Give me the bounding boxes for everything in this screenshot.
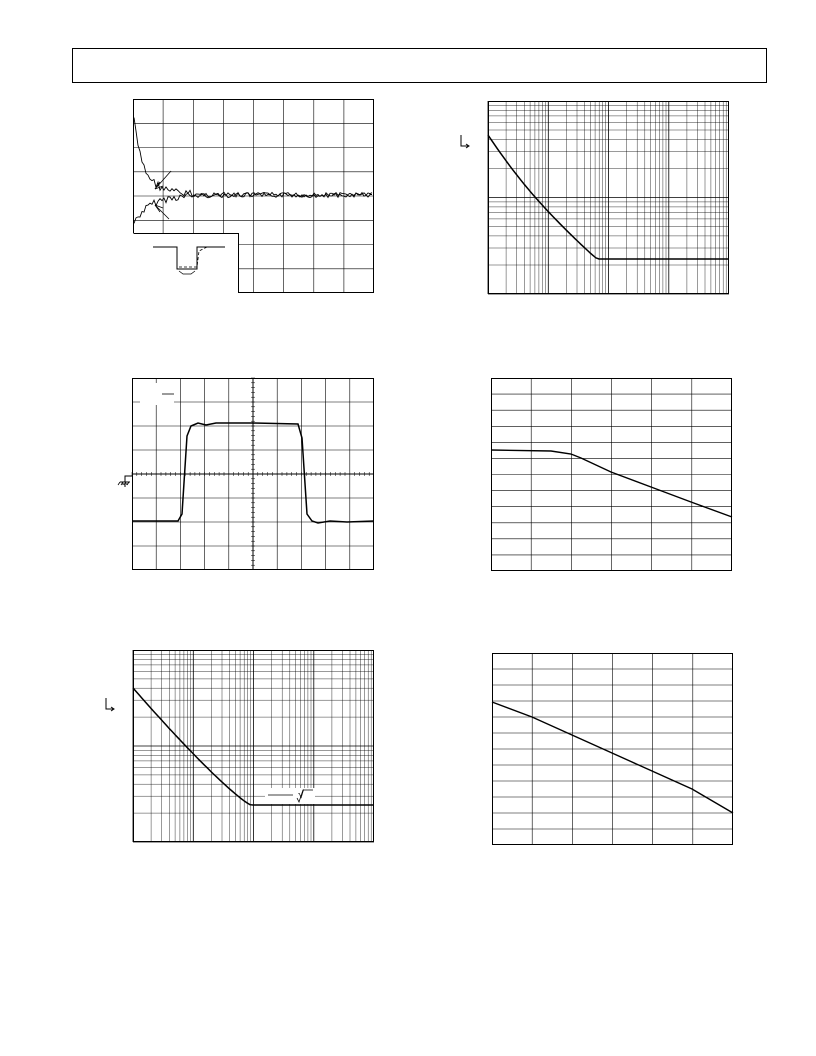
fig2-loglog-chart	[488, 101, 729, 294]
fig2-axis-marker-icon	[459, 134, 473, 150]
fig6-line-chart	[492, 653, 733, 845]
fig5-loglog-chart	[133, 650, 374, 842]
fig1-inset-bg	[133, 233, 238, 293]
fig3-pulse-scope-chart	[132, 378, 374, 570]
fig1-upper-settling-trace	[134, 118, 372, 198]
fig2-noise-density-line	[488, 135, 728, 259]
page-header-box	[72, 48, 767, 83]
fig3-ground-marker-icon	[116, 470, 134, 486]
fig4-rolloff-chart	[491, 378, 732, 571]
fig5-label-bg	[265, 788, 315, 804]
fig5-axis-marker-icon	[104, 697, 118, 713]
fig5-noise-density-line	[133, 688, 373, 805]
fig1-lower-settling-trace	[134, 193, 372, 224]
fig5-sqrt-label: √	[298, 789, 305, 801]
fig1-lower-arrow	[155, 205, 169, 219]
fig1-settling-scope-chart	[133, 99, 374, 293]
